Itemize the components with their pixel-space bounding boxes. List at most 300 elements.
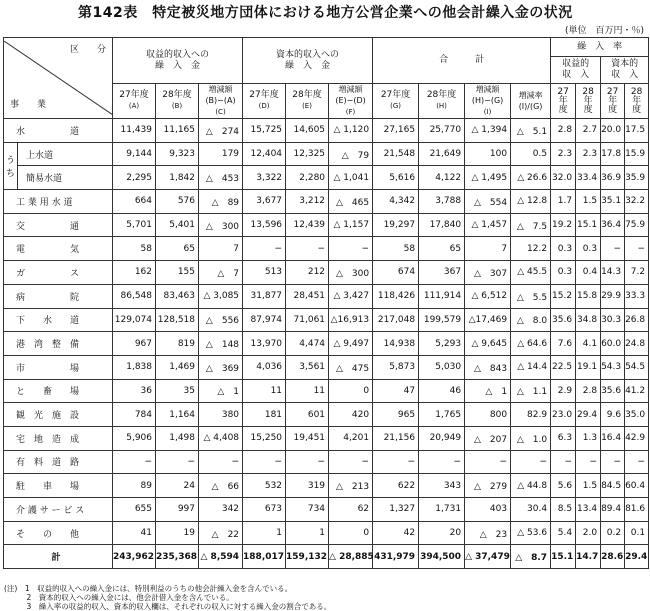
row-label: ガ ス [4, 261, 113, 285]
table-cell: 35.0 [625, 403, 649, 427]
table-cell: △ 1,495 [465, 166, 511, 190]
table-cell: 2.3 [551, 142, 576, 166]
table-cell: △ 307 [465, 261, 511, 285]
table-cell: △ 1.1 [511, 379, 551, 403]
table-cell: 5,873 [373, 355, 419, 379]
row-label: 下 水 道 [4, 308, 113, 332]
note-3: 3 繰入率の収益的収入、資本的収入欄は、それぞれの収入に対する繰入金の割合である。 [4, 602, 332, 611]
table-row [4, 213, 649, 237]
row-label: 病 院 [4, 284, 113, 308]
table-cell: △ 53.6 [511, 521, 551, 545]
table-cell: 181 [243, 403, 286, 427]
table-cell: 32.0 [551, 166, 576, 190]
table-cell: 0.2 [601, 521, 625, 545]
table-cell: 21,649 [419, 142, 465, 166]
row-label: 駐 車 場 [4, 474, 113, 498]
table-cell: 1,164 [156, 403, 199, 427]
table-cell: 1,469 [156, 355, 199, 379]
row-label: 介 護 サ ー ビ ス [4, 498, 113, 522]
row-label: 簡易水道 [18, 166, 113, 190]
table-cell: △ 66 [199, 474, 243, 498]
table-cell: △ 7 [199, 261, 243, 285]
table-cell: 622 [373, 474, 419, 498]
table-cell: 12,404 [243, 142, 286, 166]
table-cell: 20,949 [419, 426, 465, 450]
table-cell: △ 28,885 [329, 545, 373, 569]
table-cell: 89.4 [601, 498, 625, 522]
table-cell: 734 [286, 498, 329, 522]
col-header-g: 27年度 (G) [373, 84, 419, 119]
table-cell: △ 274 [199, 119, 243, 143]
table-cell: △ 7.5 [511, 213, 551, 237]
table-cell: 30.3 [601, 308, 625, 332]
table-cell: 188,017 [243, 545, 286, 569]
table-cell: △ 8.0 [511, 308, 551, 332]
table-cell: 118,426 [373, 284, 419, 308]
table-cell: 3,212 [286, 190, 329, 214]
table-cell: 5,030 [419, 355, 465, 379]
table-cell: − [625, 450, 649, 474]
row-label: 工 業 用 水 道 [4, 190, 113, 214]
table-cell: 13,970 [243, 332, 286, 356]
table-cell: 7.2 [625, 261, 649, 285]
data-table [3, 37, 649, 569]
table-cell: 24 [156, 474, 199, 498]
table-cell: 3,322 [243, 166, 286, 190]
table-cell: 4,474 [286, 332, 329, 356]
table-row [4, 355, 649, 379]
table-cell: 4,342 [373, 190, 419, 214]
table-cell: △ 1,394 [465, 119, 511, 143]
table-cell: 11 [243, 379, 286, 403]
table-cell: 5,701 [113, 213, 156, 237]
rate-capital-header: 資本的 収 入 [601, 57, 649, 84]
table-cell: 7 [465, 237, 511, 261]
table-cell: △ 1 [465, 379, 511, 403]
table-cell: 87,974 [243, 308, 286, 332]
table-cell: 664 [113, 190, 156, 214]
table-cell: 1,838 [113, 355, 156, 379]
table-cell: 111,914 [419, 284, 465, 308]
table-cell: 62 [329, 498, 373, 522]
table-cell: △ 64.6 [511, 332, 551, 356]
table-cell: − [329, 237, 373, 261]
table-cell: 46 [419, 379, 465, 403]
rate-revenue-header: 収益的 収 入 [551, 57, 601, 84]
table-row [4, 261, 649, 285]
table-cell: △ 8.7 [511, 545, 551, 569]
jigyo-label: 事 業 [10, 100, 47, 110]
revenue-group-header: 収益的収入への 繰 入 金 [113, 38, 243, 84]
table-cell: 342 [199, 498, 243, 522]
table-cell: − [576, 450, 601, 474]
table-cell: 75.9 [625, 213, 649, 237]
table-cell: 1.5 [576, 190, 601, 214]
table-row [4, 379, 649, 403]
table-cell: △ 300 [199, 213, 243, 237]
table-cell: 15.8 [576, 284, 601, 308]
table-row [4, 190, 649, 214]
table-cell: △ 6,512 [465, 284, 511, 308]
table-cell: 36 [113, 379, 156, 403]
table-cell: △ 1,041 [329, 166, 373, 190]
table-row [4, 166, 649, 190]
table-cell: 28.6 [601, 545, 625, 569]
table-cell: 11 [286, 379, 329, 403]
table-cell: 29.4 [576, 403, 601, 427]
table-cell: 17,840 [419, 213, 465, 237]
table-cell: 16.4 [601, 426, 625, 450]
table-cell: 4,201 [329, 426, 373, 450]
table-cell: 9,144 [113, 142, 156, 166]
table-cell: 129,074 [113, 308, 156, 332]
table-cell: △ 207 [465, 426, 511, 450]
table-cell: △ 26.6 [511, 166, 551, 190]
note-1: (注) 1 収益的収入への繰入金には、特別利益のうちの他会計繰入金を含んでいる。 [4, 584, 293, 593]
table-cell: 1,327 [373, 498, 419, 522]
table-cell: 19.2 [551, 213, 576, 237]
table-cell: 35.6 [601, 379, 625, 403]
table-cell: 673 [243, 498, 286, 522]
table-cell: 576 [156, 190, 199, 214]
table-cell: 58 [113, 237, 156, 261]
table-cell: 23.0 [551, 403, 576, 427]
col-header-e: 28年度 (E) [286, 84, 329, 119]
capital-group-header: 資本的収入への 繰 入 金 [243, 38, 373, 84]
table-cell: 14.7 [576, 545, 601, 569]
table-cell: 19 [156, 521, 199, 545]
table-cell: 26.8 [625, 308, 649, 332]
table-cell: − [286, 237, 329, 261]
table-cell: 100 [465, 142, 511, 166]
table-cell: − [113, 450, 156, 474]
table-cell: − [373, 450, 419, 474]
table-cell: 2.8 [551, 119, 576, 143]
table-cell: 13,596 [243, 213, 286, 237]
table-cell: 28,451 [286, 284, 329, 308]
table-cell: − [601, 450, 625, 474]
table-cell: △ 5.5 [511, 284, 551, 308]
table-cell: 0.3 [551, 261, 576, 285]
rate-group-header: 繰 入 率 [551, 38, 649, 57]
table-row [4, 119, 649, 143]
table-cell: △ 4,408 [199, 426, 243, 450]
table-cell: 15,250 [243, 426, 286, 450]
table-cell: 83,463 [156, 284, 199, 308]
table-cell: 60.4 [625, 474, 649, 498]
table-cell: 9,323 [156, 142, 199, 166]
row-label: 計 [4, 545, 113, 569]
table-row [4, 237, 649, 261]
table-cell: 11,439 [113, 119, 156, 143]
table-cell: 3,561 [286, 355, 329, 379]
table-cell: 33.3 [625, 284, 649, 308]
table-cell: 12,325 [286, 142, 329, 166]
table-cell: 29.4 [625, 545, 649, 569]
row-label: と 畜 場 [4, 379, 113, 403]
table-cell: 24.8 [625, 332, 649, 356]
table-cell: △ 1 [199, 379, 243, 403]
table-cell: 0.3 [576, 237, 601, 261]
table-cell: 3,788 [419, 190, 465, 214]
table-cell: − [329, 450, 373, 474]
note-2: 2 資本的収入への繰入金には、他会計借入金を含んでいる。 [4, 593, 234, 602]
table-cell: 1 [286, 521, 329, 545]
table-cell: 1,842 [156, 166, 199, 190]
table-cell: 199,579 [419, 308, 465, 332]
table-cell: 84.5 [601, 474, 625, 498]
table-cell: 965 [373, 403, 419, 427]
table-cell: △ 8,594 [199, 545, 243, 569]
table-cell: 17.8 [601, 142, 625, 166]
table-cell: 1.3 [576, 426, 601, 450]
table-cell: △ 1,457 [465, 213, 511, 237]
table-cell: 212 [286, 261, 329, 285]
kubun-label: 区 分 [69, 45, 106, 55]
table-cell: △ 44.8 [511, 474, 551, 498]
table-cell: 2.8 [576, 379, 601, 403]
table-cell: 3,677 [243, 190, 286, 214]
table-cell: △ 3,085 [199, 284, 243, 308]
table-cell: 11,165 [156, 119, 199, 143]
table-cell: 235,368 [156, 545, 199, 569]
table-cell: △ 89 [199, 190, 243, 214]
table-cell: △ 37,479 [465, 545, 511, 569]
col-header-h: 28年度 (H) [419, 84, 465, 119]
table-cell: 7.6 [551, 332, 576, 356]
table-cell: △ 79 [329, 142, 373, 166]
table-cell: 33.4 [576, 166, 601, 190]
table-cell: − [199, 450, 243, 474]
table-cell: 54.3 [601, 355, 625, 379]
table-cell: △ 300 [329, 261, 373, 285]
table-cell: 513 [243, 261, 286, 285]
table-cell: 997 [156, 498, 199, 522]
table-cell: 967 [113, 332, 156, 356]
table-cell: 1,731 [419, 498, 465, 522]
table-cell: − [601, 237, 625, 261]
table-cell: 6.3 [551, 426, 576, 450]
row-label: そ の 他 [4, 521, 113, 545]
table-cell: 5,401 [156, 213, 199, 237]
table-cell: △16,913 [329, 308, 373, 332]
table-cell: 2.7 [576, 119, 601, 143]
table-cell: 35.9 [625, 166, 649, 190]
col-header-f: 増減額 (E)−(D) (F) [329, 84, 373, 119]
table-cell: △ 1.0 [511, 426, 551, 450]
table-cell: 22.5 [551, 355, 576, 379]
table-cell: △ 5.1 [511, 119, 551, 143]
table-cell: − [511, 450, 551, 474]
table-cell: 0 [329, 521, 373, 545]
page-title: 第142表 特定被災地方団体における地方公営企業への他会計繰入金の状況 [78, 5, 573, 21]
table-cell: 60.0 [601, 332, 625, 356]
table-cell: △ 213 [329, 474, 373, 498]
table-cell: △ 9,645 [465, 332, 511, 356]
col-header-c: 増減額 (B)−(A) (C) [199, 84, 243, 119]
table-cell: 32.2 [625, 190, 649, 214]
table-cell: 5,616 [373, 166, 419, 190]
table-cell: 12,439 [286, 213, 329, 237]
table-cell: 655 [113, 498, 156, 522]
table-cell: 36.4 [601, 213, 625, 237]
table-cell: △ 9,497 [329, 332, 373, 356]
table-row [4, 308, 649, 332]
table-row [4, 332, 649, 356]
table-cell: 65 [156, 237, 199, 261]
table-cell: 394,500 [419, 545, 465, 569]
table-cell: △ 1,120 [329, 119, 373, 143]
table-cell: 319 [286, 474, 329, 498]
col-header-b: 28年度 (B) [156, 84, 199, 119]
table-cell: 34.8 [576, 308, 601, 332]
table-cell: 15.9 [625, 142, 649, 166]
table-cell: 403 [465, 498, 511, 522]
unit-label: (単位 百万円・％) [564, 26, 644, 36]
table-cell: 58 [373, 237, 419, 261]
table-cell: △ 465 [329, 190, 373, 214]
table-cell: 27,165 [373, 119, 419, 143]
table-cell: 82.9 [511, 403, 551, 427]
table-cell: 4.1 [576, 332, 601, 356]
row-label: 水 道 [4, 119, 113, 143]
table-cell: △ 475 [329, 355, 373, 379]
table-row [4, 474, 649, 498]
table-cell: 19,451 [286, 426, 329, 450]
table-cell: − [419, 450, 465, 474]
table-cell: 42 [373, 521, 419, 545]
table-cell: 65 [419, 237, 465, 261]
table-cell: 20 [419, 521, 465, 545]
table-cell: 159,132 [286, 545, 329, 569]
table-cell: 0.1 [625, 521, 649, 545]
corner-header [4, 38, 113, 119]
col-header-d: 27年度 (D) [243, 84, 286, 119]
table-cell: 20.0 [601, 119, 625, 143]
table-cell: 1,765 [419, 403, 465, 427]
table-cell: 14.3 [601, 261, 625, 285]
table-cell: 21,156 [373, 426, 419, 450]
table-cell: 17.5 [625, 119, 649, 143]
row-label: 電 気 [4, 237, 113, 261]
row-label: 市 場 [4, 355, 113, 379]
table-cell: △ 23 [465, 521, 511, 545]
col-header-i: 増減額 (H)−(G) (I) [465, 84, 511, 119]
col-header-a: 27年度 (A) [113, 84, 156, 119]
table-cell: 1.7 [551, 190, 576, 214]
table-cell: △ 12.8 [511, 190, 551, 214]
table-cell: △ 1,157 [329, 213, 373, 237]
table-cell: 31,877 [243, 284, 286, 308]
table-cell: 2.3 [576, 142, 601, 166]
table-cell: 1,498 [156, 426, 199, 450]
table-cell: 5.4 [551, 521, 576, 545]
table-cell: 86,548 [113, 284, 156, 308]
table-cell: − [551, 450, 576, 474]
table-row [4, 498, 649, 522]
table-cell: 243,962 [113, 545, 156, 569]
table-cell: 5,906 [113, 426, 156, 450]
table-cell: − [243, 237, 286, 261]
table-cell: 15,725 [243, 119, 286, 143]
table-cell: 8.5 [551, 498, 576, 522]
table-cell: △ 843 [465, 355, 511, 379]
table-cell: 1 [243, 521, 286, 545]
table-cell: 155 [156, 261, 199, 285]
table-cell: 4,122 [419, 166, 465, 190]
table-cell: 89 [113, 474, 156, 498]
table-row [4, 521, 649, 545]
table-cell: △ 3,427 [329, 284, 373, 308]
row-label: 交 通 [4, 213, 113, 237]
table-cell: 4,036 [243, 355, 286, 379]
table-cell: 14,605 [286, 119, 329, 143]
notes [4, 584, 331, 611]
table-cell: 12.2 [511, 237, 551, 261]
table-cell: △ 45.5 [511, 261, 551, 285]
table-cell: 15.1 [576, 213, 601, 237]
table-cell: 1.5 [576, 474, 601, 498]
table-cell: 5,293 [419, 332, 465, 356]
table-row [4, 426, 649, 450]
table-cell: 420 [329, 403, 373, 427]
table-cell: 431,979 [373, 545, 419, 569]
table-cell: △17,469 [465, 308, 511, 332]
table-cell: 9.6 [601, 403, 625, 427]
table-cell: 71,061 [286, 308, 329, 332]
table-row [4, 403, 649, 427]
table-cell: 13.4 [576, 498, 601, 522]
table-cell: 784 [113, 403, 156, 427]
table-cell: △ 22 [199, 521, 243, 545]
table-cell: 380 [199, 403, 243, 427]
total-group-header: 合 計 [373, 38, 551, 84]
total-row [4, 545, 649, 569]
table-cell: △ 554 [465, 190, 511, 214]
table-cell: △ 14.4 [511, 355, 551, 379]
table-cell: 21,548 [373, 142, 419, 166]
table-cell: 35.1 [601, 190, 625, 214]
row-label: 港 湾 整 備 [4, 332, 113, 356]
table-cell: − [625, 237, 649, 261]
table-cell: 179 [199, 142, 243, 166]
table-row [4, 450, 649, 474]
table-cell: 36.9 [601, 166, 625, 190]
table-cell: 367 [419, 261, 465, 285]
table-cell: △ 369 [199, 355, 243, 379]
table-cell: 35 [156, 379, 199, 403]
table-row [4, 284, 649, 308]
table-row [4, 142, 649, 166]
table-cell: 25,770 [419, 119, 465, 143]
table-cell: 532 [243, 474, 286, 498]
row-label: 観 光 施 設 [4, 403, 113, 427]
table-cell: △ 148 [199, 332, 243, 356]
table-cell: 601 [286, 403, 329, 427]
table-cell: − [286, 450, 329, 474]
table-cell: 19.1 [576, 355, 601, 379]
table-cell: △ 279 [465, 474, 511, 498]
rate-rev-28-header: 28 年 度 [576, 84, 601, 119]
table-cell: 41.2 [625, 379, 649, 403]
col-header-rate: 増減率 (I)/(G) [511, 84, 551, 119]
table-cell: 0 [329, 379, 373, 403]
table-cell: 41 [113, 521, 156, 545]
table-cell: 7 [199, 237, 243, 261]
table-cell: 81.6 [625, 498, 649, 522]
uchi-label: う ち [4, 142, 18, 189]
table-cell: 128,518 [156, 308, 199, 332]
